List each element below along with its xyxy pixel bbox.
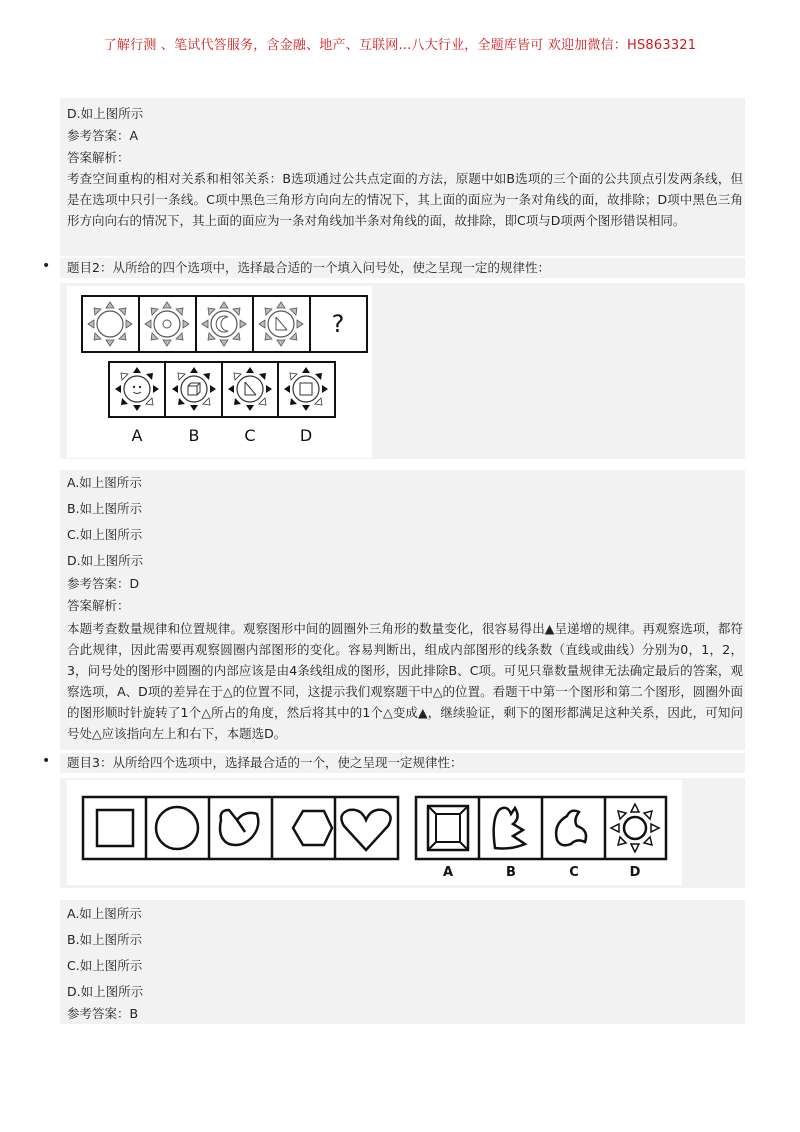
q3-figure [67,780,682,885]
q1-answer: 参考答案：A [67,128,139,143]
q1-option-d: D.如上图所示 [67,106,144,121]
q3-letter-b: B [506,865,516,880]
q2-option-b: B.如上图所示 [67,501,143,516]
q2-figure-svg [67,286,372,458]
q2-option-a: A.如上图所示 [67,475,142,490]
q2-letter-a: A [131,426,143,445]
q3-letter-d: D [629,865,641,880]
q3-figure-svg [67,780,682,885]
q2-letter-d: D [299,426,313,445]
q2-bullet: • [42,258,51,274]
q2-letter-c: C [244,426,256,445]
q3-option-c: C.如上图所示 [67,958,143,973]
q2-question-mark: ? [331,310,345,338]
q2-title: 题目2：从所给的四个选项中，选择最合适的一个填入问号处，使之呈现一定的规律性： [67,260,550,275]
q3-letter-a: A [442,865,454,880]
q2-analysis-label: 答案解析： [67,598,130,613]
q3-option-a: A.如上图所示 [67,906,142,921]
q2-option-d: D.如上图所示 [67,553,144,568]
q3-title: 题目3：从所给四个选项中，选择最合适的一个，使之呈现一定规律性： [67,755,463,770]
q3-option-b: B.如上图所示 [67,932,143,947]
q1-analysis: 考查空间重构的相对关系和相邻关系：B选项通过公共点定面的方法，原题中如B选项的三个面的公共顶点引发两条线，但是在选项中只引一条线。C项中黑色三角形方向向左的情况下，其上面的面应为一条对角线的面，故排除；D项中黑色三角形方向向右的情况下，其上面的面应为一条对角线加半条对角线的面，故排除，即C项与D项两个图形错误相同。 [67,171,743,228]
header-banner: 了解行测 、笔试代答服务，含金融、地产、互联网...八大行业，全题库皆可 欢迎加微信：HS863321 [103,38,697,53]
q2-answer: 参考答案：D [67,576,140,591]
q3-answer: 参考答案：B [67,1006,139,1021]
q2-figure [67,286,372,458]
q2-letter-b: B [188,426,200,445]
q2-option-c: C.如上图所示 [67,527,143,542]
q3-option-d: D.如上图所示 [67,984,144,999]
q3-answer-panel [60,900,745,1024]
q1-analysis-label: 答案解析： [67,150,130,165]
q3-bullet: • [42,753,51,769]
q3-stem-frame [83,797,398,859]
q2-analysis: 本题考查数量规律和位置规律。观察图形中间的圆圈外三角形的数量变化，很容易得出▲呈递增的规律。再观察选项，都符合此规律，因此需要再观察圆圈内部图形的变化。容易判断出，组成内部图形的线条数（直线或曲线）分别为0，1，2，3，问号处的图形中圆圈的内部应该是由4条线组成的图形，因此排除B、C项。可见只靠数量规律无法确定最后的答案，观察选项，A、D项的差异在于△的位置不同，这提示我们观察题干中△的位置。看题干中第一个图形和第二个图形，圆圈外面的图形顺时针旋转了1个△所占的角度，然后将其中的1个△变成▲，继续验证，剩下的图形都满足这种关系，因此，可知问号处△应该指向左上和右下，本题选D。 [67,621,743,741]
q3-letter-c: C [569,865,579,880]
